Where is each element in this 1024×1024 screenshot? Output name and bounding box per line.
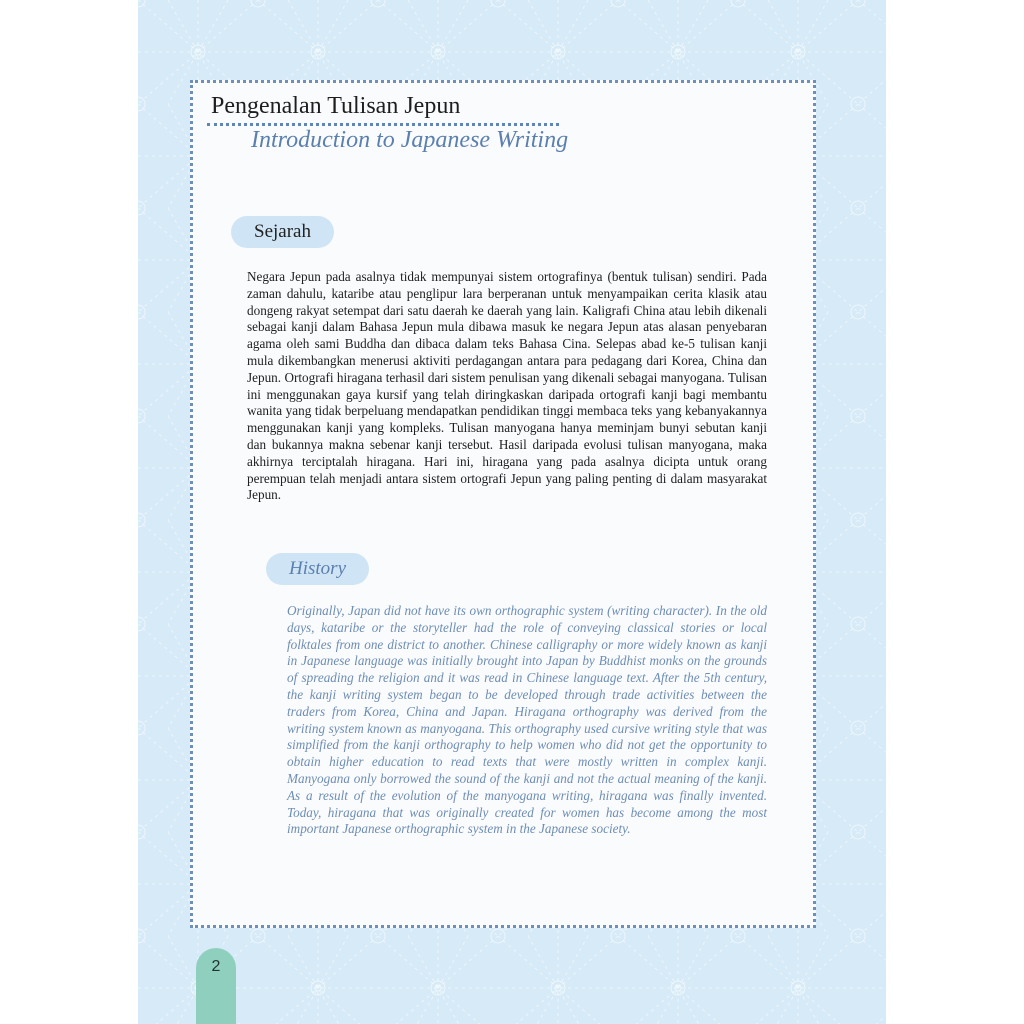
page-number-tab <box>196 948 236 1024</box>
page-subtitle: Introduction to Japanese Writing <box>251 127 569 153</box>
malay-paragraph: Negara Jepun pada asalnya tidak mempunyai sistem ortografinya (bentuk tulisan) sendiri. Pada zaman dahulu, kataribe atau penglipur lara berperanan untuk menyampaikan cerita klasik atau dongeng rakyat setempat dari satu daerah ke daerah yang lain. Kaligrafi China atau lebih dikenali sebagai kanji dalam Bahasa Jepun mula dibawa masuk ke negara Jepun atas alasan penyebaran agama oleh sami Buddha dan dibaca dalam teks Bahasa Cina. Selepas abad ke-5 tulisan kanji mula dikembangkan menerusi aktiviti perdagangan antara para pedagang dari Korea, China dan Jepun. Ortografi hiragana terhasil dari sistem penulisan yang dikenali sebagai manyogana. Tulisan ini menggunakan gaya kursif yang telah diringkaskan daripada ortografi kanji bagi membantu wanita yang tidak berpeluang mendapatkan pendidikan tinggi membaca teks yang kebanyakannya menggunakan kanji yang kompleks. Tulisan manyogana hanya meminjam bunyi sebutan kanji dan bukannya makna sebenar kanji tersebut. Hasil daripada evolusi tulisan manyogana, maka akhirnya terciptalah hiragana. Hari ini, hiragana yang pada asalnya dicipta untuk orang perempuan telah menjadi antara sistem ortografi Jepun yang paling penting di dalam masyarakat Jepun. <box>247 269 767 503</box>
section-heading-history: History <box>266 553 369 585</box>
title-dotted-divider <box>207 123 559 126</box>
book-page <box>138 0 886 1024</box>
page-title: Pengenalan Tulisan Jepun <box>211 93 461 119</box>
content-card <box>190 80 816 928</box>
page-number: 2 <box>211 958 221 975</box>
section-heading-sejarah: Sejarah <box>231 216 334 248</box>
english-paragraph: Originally, Japan did not have its own orthographic system (writing character). In the old days, kataribe or the storyteller had the role of conveying classical stories or local folktales from one district to another. Chinese calligraphy or more widely known as kanji in Japanese language was initially brought into Japan by Buddhist monks on the grounds of spreading the religion and it was read in Chinese language text. After the 5th century, the kanji writing system began to be developed through trade activities between the traders from Korea, China and Japan. Hiragana orthography was derived from the writing system known as manyogana. This orthography used cursive writing style that was simplified from the kanji orthography to help women who did not get the opportunity to obtain higher education to read texts that were mostly written in complex kanji. Manyogana only borrowed the sound of the kanji and not the actual meaning of the kanji. As a result of the evolution of the manyogana writing, hiragana was finally invented. Today, hiragana that was originally created for women has become among the most important Japanese orthographic system in the Japanese society. <box>287 603 767 837</box>
